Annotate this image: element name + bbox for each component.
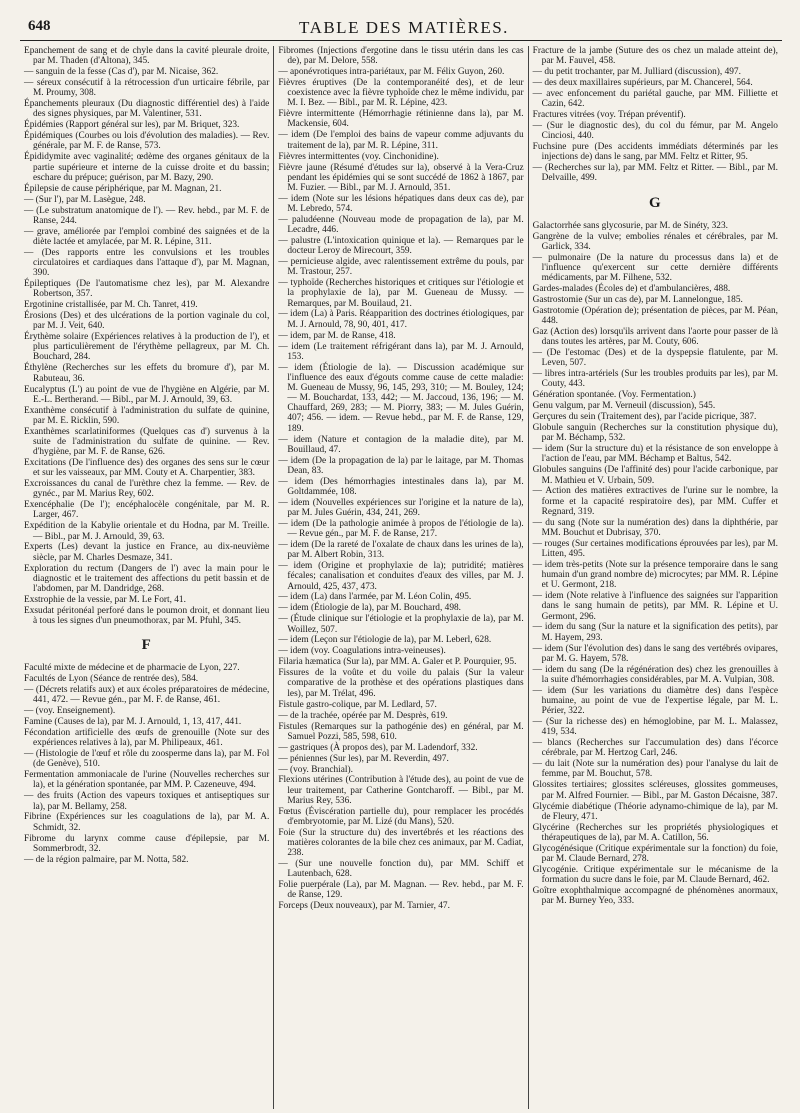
index-entry: — idem (Étiologie de la). — Discussion académique sur l'influence des eaux d'égouts comme cause de cette maladie: M. Gueneau de Mussy, 96, 145, 293, 310; — M. Bouley, 124; — M. Bouchardat, 133, 442; — M. Jaccoud, 136, 196; — M. Chauffard, 269, 283; — M. Piorry, 383; — M. Jules Guérin, 407; 456. — idem. — Revue hebd., par M. F. de Ranse, 129, 189. bbox=[278, 362, 524, 434]
index-entry: — (Recherches sur la), par MM. Feltz et Ritter. — Bibl., par M. Delvaille, 499. bbox=[532, 163, 778, 184]
index-entry: Folie puerpérale (La), par M. Magnan. — Rev. hebd., par M. F. de Ranse, 129. bbox=[278, 880, 524, 901]
index-entry: — libres intra-artériels (Sur les troubles produits par les), par M. Couty, 443. bbox=[532, 369, 778, 390]
index-entry: Fièvre jaune (Résumé d'études sur la), observé à la Vera-Cruz pendant les épidémies qui se sont succédé de 1862 à 1867, par M. Fuzier. — Bibl., par M. J. Arnould, 351. bbox=[278, 162, 524, 193]
index-entry: Experts (Les) devant la justice en France, au dix-neuvième siècle, par M. Charles Desmaze, 341. bbox=[24, 542, 270, 563]
index-entry: — idem (Note sur les lésions hépatiques dans deux cas de), par M. Lebredo, 574. bbox=[278, 193, 524, 214]
index-entry: — du sang (Note sur la numération des) dans la diphthérie, par MM. Bouchut et Dubrisay, 370. bbox=[532, 517, 778, 538]
index-entry: Fibrome du larynx comme cause d'épilepsie, par M. Sommerbrodt, 32. bbox=[24, 833, 270, 854]
index-columns bbox=[20, 46, 782, 1109]
index-entry: Fissures de la voûte et du voile du palais (Sur la valeur comparative de la prothèse et des opérations plastiques dans les), par M. Trélat, 496. bbox=[278, 668, 524, 699]
index-entry: Eucalyptus (L') au point de vue de l'hygiène en Algérie, par M. E.-L. Bertherand. — Bibl., par M. J. Arnould, 39, 63. bbox=[24, 384, 270, 405]
index-entry: — gastriques (À propos des), par M. Ladendorf, 332. bbox=[278, 742, 478, 753]
index-entry: — Action des matières extractives de l'urine sur le nombre, la forme et la capacité respiratoire des), par MM. Cuffer et Regnard, 319. bbox=[532, 486, 778, 517]
index-entry: Gangrène de la vulve; embolies rénales et cérébrales, par M. Garlick, 334. bbox=[532, 231, 778, 252]
index-entry: — blancs (Recherches sur l'accumulation des) dans l'écorce cérébrale, par M. Hertzog Carl, 246. bbox=[532, 738, 778, 759]
index-entry: Goître exophthalmique accompagné de phénomènes anormaux, par M. Burney Yeo, 333. bbox=[532, 885, 778, 907]
index-entry: Expédition de la Kabylie orientale et du Hodna, par M. Treille. — Bibl., par M. J. Arnould, 39, 63. bbox=[24, 521, 270, 542]
index-entry: — grave, améliorée par l'emploi combiné des saignées et de la diète lactée et amylacée, par M. R. Lépine, 311. bbox=[24, 226, 270, 247]
index-entry: Foie (Sur la structure du) des invertébrés et les réactions des matières colorantes de la bile chez ces animaux, par M. Cadiat, 238. bbox=[278, 827, 524, 859]
index-entry: — (Étude clinique sur l'étiologie et la prophylaxie de la), par M. Woillez, 507. bbox=[278, 614, 524, 635]
index-entry: Famine (Causes de la), par M. J. Arnould, 1, 13, 417, 441. bbox=[24, 717, 242, 728]
index-entry: — pulmonaire (De la nature du processus dans la) et de l'influence qu'exercent sur cette dernière différents médicaments, par M. Filhene, 532. bbox=[532, 252, 778, 283]
index-entry: — typhoïde (Recherches historiques et critiques sur l'étiologie et la prophylaxie de la), par M. Gueneau de Mussy. — Remarques, par M. Bouilaud, 21. bbox=[278, 278, 524, 309]
index-entry: — idem (La) à Paris. Réapparition des doctrines étiologiques, par M. J. Arnould, 78, 90, 401, 417. bbox=[278, 309, 524, 330]
index-entry: — idem (Étiologie de la), par M. Bouchard, 498. bbox=[278, 603, 462, 614]
index-entry: — (voy. Branchial). bbox=[278, 764, 353, 775]
index-entry: Fermentation ammoniacale de l'urine (Nouvelles recherches sur la), et la génération spontanée, par MM. P. Cazeneuve, 494. bbox=[24, 770, 270, 791]
index-entry: Fracture de la jambe (Suture des os chez un malade atteint de), par M. Fauvel, 458. bbox=[532, 46, 778, 67]
index-entry: — (Sur l'), par M. Lasègue, 248. bbox=[24, 194, 146, 205]
index-entry: — idem (voy. Coagulations intra-veineuses). bbox=[278, 646, 446, 657]
index-entry: Gerçures du sein (Traitement des), par l'acide picrique, 387. bbox=[532, 412, 757, 423]
index-entry: Exsudat péritonéal perforé dans le poumon droit, et donnant lieu à tous les signes d'un pneumothorax, par M. Pfuhl, 345. bbox=[24, 605, 270, 626]
index-entry: — idem (Leçon sur l'étiologie de la), par M. Leberl, 628. bbox=[278, 635, 492, 646]
index-entry: Excitations (De l'influence des) des organes des sens sur le cœur et sur les vaisseaux, par MM. Couty et A. Charpentier, 383. bbox=[24, 458, 270, 479]
index-entry: Facultés de Lyon (Séance de rentrée des), 584. bbox=[24, 674, 199, 685]
index-entry: Épidémies (Rapport général sur les), par M. Briquet, 323. bbox=[24, 120, 240, 131]
index-entry: — idem (Sur la structure du) et la résistance de son enveloppe à l'action de l'eau, par MM. Béchamp et Baltus, 542. bbox=[532, 444, 778, 465]
index-entry: — rouges (Sur certaines modifications éprouvées par les), par M. Litten, 495. bbox=[532, 538, 778, 559]
index-entry: — idem (La) dans l'armée, par M. Léon Colin, 495. bbox=[278, 592, 472, 603]
index-entry: — idem du sang (De la régénération des) chez les grenouilles à la suite d'hémorrhagies considérables, par M. A. Vulpian, 308. bbox=[532, 664, 778, 685]
page-header bbox=[28, 14, 780, 38]
index-entry: Épileptiques (De l'automatisme chez les), par M. Alexandre Robertson, 357. bbox=[24, 279, 270, 300]
index-entry: — (Sur la richesse des) en hémoglobine, par M. L. Malassez, 419, 534. bbox=[532, 717, 778, 738]
index-entry: — péniennes (Sur les), par M. Reverdin, 497. bbox=[278, 753, 449, 764]
index-entry: Fécondation artificielle des œufs de grenouille (Note sur des expériences relatives à la), par M. Philipeaux, 461. bbox=[24, 728, 270, 749]
index-entry: Exstrophie de la vessie, par M. Le Fort, 41. bbox=[24, 594, 186, 605]
index-entry: Genu valgum, par M. Verneuil (discussion), 545. bbox=[532, 401, 716, 412]
section-letter: F bbox=[141, 637, 152, 654]
index-entry: — idem (Nouvelles expériences sur l'origine et la nature de la), par M. Jules Guérin, 434, 241, 269. bbox=[278, 497, 524, 519]
index-entry: Fièvres intermittentes (voy. Cinchonidine). bbox=[278, 151, 439, 162]
index-entry: Glycémie diabétique (Théorie adynamo-chimique de la), par M. de Fleury, 471. bbox=[532, 801, 778, 822]
index-entry: — (Histologie de l'œuf et rôle du zoosperme dans la), par M. Fol (de Genève), 510. bbox=[24, 749, 270, 770]
index-entry: Érosions (Des) et des ulcérations de la portion vaginale du col, par M. J. Veit, 640. bbox=[24, 311, 270, 332]
index-entry: — idem très-petits (Note sur la présence temporaire dans le sang humain d'un grand nombre de) microcytes; par MM. R. Lépine et U. Germont, 218. bbox=[532, 559, 778, 591]
index-entry: — idem (De la rareté de l'oxalate de chaux dans les urines de la), par M. Albert Robin, 313. bbox=[278, 540, 524, 561]
index-entry: — idem (Sur les variations du diamètre des) dans l'espèce humaine, au point de vue de l'expertise légale, par M. L. Périer, 322. bbox=[532, 685, 778, 717]
index-entry: Fibromes (Injections d'ergotine dans le tissu utérin dans les cas de), par M. Delore, 558. bbox=[278, 46, 524, 67]
index-entry: — du petit trochanter, par M. Julliard (discussion), 497. bbox=[532, 67, 741, 78]
index-entry: — séreux consécutif à la rétrocession d'un urticaire fébrile, par M. Proumy, 308. bbox=[24, 78, 270, 99]
index-entry: Globule sanguin (Recherches sur la constitution physique du), par M. Béchamp, 532. bbox=[532, 423, 778, 444]
index-entry: — idem (Origine et prophylaxie de la); putridité; matières fécales; canalisation et conduites d'eaux des villes, par M. J. Arnould, 425, 437, 473. bbox=[278, 561, 524, 592]
index-entry: Globules sanguins (De l'affinité des) pour l'acide carbonique, par M. Mathieu et V. Urbain, 509. bbox=[532, 465, 778, 486]
index-entry: — (De l'estomac (Des) et de la dyspepsie flatulente, par M. Leven, 507. bbox=[532, 348, 778, 369]
index-entry: Épididymite avec vaginalité; œdème des organes génitaux de la partie supérieure et interne de la cuisse droite et du bassin; eschare du prépuce; guérison, par M. Bazy, 290. bbox=[24, 152, 270, 183]
index-entry: — paludéenne (Nouveau mode de propagation de la), par M. Lecadre, 446. bbox=[278, 214, 524, 236]
index-entry: — (Des rapports entre les convulsions et les troubles circulatoires et cardiaques dans l'attaque d'), par M. Magnan, 390. bbox=[24, 247, 270, 279]
index-entry: Érythème solaire (Expériences relatives à la production de l'), et plus particulièrement de l'érythème pellagreux, par M. Ch. Bouchard, 284. bbox=[24, 332, 270, 363]
index-entry: Épanchement de sang et de chyle dans la cavité pleurale droite, par M. Thaden (d'Altona), 345. bbox=[24, 46, 270, 67]
index-entry: — pernicieuse algide, avec ralentissement extrême du pouls, par M. Trastour, 257. bbox=[278, 257, 524, 278]
header-rule bbox=[20, 40, 782, 41]
index-entry: Fuchsine pure (Des accidents immédiats déterminés par les injections de) dans le sang, par MM. Feltz et Ritter, 95. bbox=[532, 142, 778, 163]
index-entry: Glycogénie. Critique expérimentale sur le mécanisme de la formation du sucre dans le foie, par M. Claude Bernard, 462. bbox=[532, 864, 778, 885]
index-entry: Gardes-malades (Écoles de) et d'ambulancières, 488. bbox=[532, 283, 731, 294]
index-entry: Épilepsie de cause périphérique, par M. Magnan, 21. bbox=[24, 183, 222, 194]
index-entry: Fistule gastro-colique, par M. Ledlard, 57. bbox=[278, 699, 437, 710]
index-entry: Fistules (Remarques sur la pathogénie des) en général, par M. Samuel Pozzi, 585, 598, 610. bbox=[278, 721, 524, 742]
index-entry: — aponévrotiques intra-pariétaux, par M. Félix Guyon, 260. bbox=[278, 67, 505, 78]
index-entry: Filaria hæmatica (Sur la), par MM. A. Galer et P. Pourquier, 95. bbox=[278, 657, 517, 668]
index-entry: Ergotinine cristallisée, par M. Ch. Tanret, 419. bbox=[24, 300, 198, 311]
index-entry: Génération spontanée. (Voy. Fermentation.) bbox=[532, 390, 696, 401]
index-entry: Glossites tertiaires; glossites scléreuses, glossites gommeuses, par M. Alfred Fournier. — Bibl., par M. Gaston Décaisne, 387. bbox=[532, 780, 778, 801]
index-entry: — idem (Sur l'évolution des) dans le sang des vertébrés ovipares, par M. G. Hayem, 578. bbox=[532, 643, 778, 664]
index-entry: — avec enfoncement du pariétal gauche, par MM. Filliette et Cazin, 642. bbox=[532, 89, 778, 110]
index-entry: — sanguin de la fesse (Cas d'), par M. Nicaise, 362. bbox=[24, 67, 219, 78]
index-entry: Épidémiques (Courbes ou lois d'évolution des maladies). — Rev. générale, par M. F. de Ranse, 573. bbox=[24, 131, 270, 152]
index-column-middle bbox=[273, 46, 527, 1109]
index-entry: — idem du sang (Sur la nature et la signification des petits), par M. Hayem, 293. bbox=[532, 622, 778, 643]
index-entry: Gastrostomie (Sur un cas de), par M. Lannelongue, 185. bbox=[532, 294, 743, 305]
index-entry: — idem (De l'emploi des bains de vapeur comme adjuvants du traitement de la), par M. R. Lépine, 311. bbox=[278, 130, 524, 151]
index-entry: Fœtus (Éviscération partielle du), pour remplacer les procédés d'embryotomie, par M. Lizé (du Mans), 520. bbox=[278, 806, 524, 827]
page-title: TABLE DES MATIÈRES. bbox=[299, 18, 509, 37]
index-entry: — palustre (L'intoxication quinique et la). — Remarques par le docteur Leroy de Mirecourt, 359. bbox=[278, 235, 524, 257]
index-entry: Glycérine (Recherches sur les propriétés physiologiques et thérapeutiques de la), par M. A. Catillon, 56. bbox=[532, 822, 778, 843]
index-column-right bbox=[528, 46, 782, 1109]
index-entry: Exanthèmes scarlatiniformes (Quelques cas d') survenus à la suite de l'administration du sulfate de quinine. — Rev. d'hygiène, par M. F. de Ranse, 626. bbox=[24, 426, 270, 458]
index-entry: Exanthème consécutif à l'administration du sulfate de quinine, par M. E. Ricklin, 590. bbox=[24, 405, 270, 426]
index-entry: Fibrine (Expériences sur les coagulations de la), par M. A. Schmidt, 32. bbox=[24, 812, 270, 833]
index-entry: — de la trachée, opérée par M. Desprès, 619. bbox=[278, 710, 448, 721]
index-entry: Fièvre intermittente (Hémorrhagie rétinienne dans la), par M. Mackensie, 604. bbox=[278, 109, 524, 130]
page-number: 648 bbox=[28, 18, 51, 34]
index-entry: Flexions utérines (Contribution à l'étude des), au point de vue de leur traitement, par Catherine Gontcharoff. — Bibl., par M. Marius Rey, 536. bbox=[278, 775, 524, 806]
index-entry: — idem (Nature et contagion de la maladie dite), par M. Bouillaud, 47. bbox=[278, 434, 524, 455]
index-entry: — (Décrets relatifs aux) et aux écoles préparatoires de médecine, 441, 472. — Revue gén., par M. F. de Ranse, 461. bbox=[24, 685, 270, 706]
index-entry: Galactorrhée sans glycosurie, par M. de Sinéty, 323. bbox=[532, 220, 728, 231]
index-entry: Fièvres éruptives (De la contemporanéité des), et de leur coexistence avec la fièvre typhoïde chez le même individu, par M. I. Bez. — Bibl., par M. R. Lépine, 423. bbox=[278, 78, 524, 109]
index-entry: — idem (Le traitement réfrigérant dans la), par M. J. Arnould, 153. bbox=[278, 341, 524, 362]
index-entry: Exencéphalie (De l'); encéphalocèle congénitale, par M. R. Larger, 467. bbox=[24, 500, 270, 521]
index-entry: — (voy. Enseignement). bbox=[24, 706, 116, 717]
index-entry: Glycogénésique (Critique expérimentale sur la fonction) du foie, par M. Claude Bernard, 278. bbox=[532, 843, 778, 864]
index-entry: Gaz (Action des) lorsqu'ils arrivent dans l'aorte pour passer de là dans toutes les artères, par M. Couty, 606. bbox=[532, 326, 778, 348]
index-entry: — des fruits (Action des vapeurs toxiques et antiseptiques sur la), par M. Bellamy, 258. bbox=[24, 791, 270, 812]
index-entry: Gastrotomie (Opération de); présentation de pièces, par M. Péan, 448. bbox=[532, 305, 778, 326]
section-letter: G bbox=[648, 194, 662, 211]
index-entry: Forceps (Deux nouveaux), par M. Tarnier, 47. bbox=[278, 901, 450, 912]
index-entry: — idem (De la pathologie animée à propos de l'étiologie de la). — Revue gén., par M. F. de Ranse, 217. bbox=[278, 518, 524, 540]
index-entry: Excroissances du canal de l'urèthre chez la femme. — Rev. de gynéc., par M. Marius Rey, 602. bbox=[24, 479, 270, 500]
index-entry: — idem (Des hémorrhagies intestinales dans la), par M. Goltdammée, 108. bbox=[278, 476, 524, 497]
index-entry: Éthylène (Recherches sur les effets du bromure d'), par M. Rabuteau, 36. bbox=[24, 363, 270, 384]
index-entry: — de la région palmaire, par M. Notta, 582. bbox=[24, 854, 189, 865]
index-entry: Épanchements pleuraux (Du diagnostic différentiel des) à l'aide des signes physiques, par M. Valentiner, 531. bbox=[24, 99, 270, 120]
index-entry: — idem, par M. de Ranse, 418. bbox=[278, 330, 396, 341]
index-entry: — idem (De la propagation de la) par le laitage, par M. Thomas Dean, 83. bbox=[278, 455, 524, 476]
index-entry: — idem (Note relative à l'influence des saignées sur l'apparition dans le sang humain de petits), par MM. R. Lépine et U. Germont, 296. bbox=[532, 591, 778, 622]
index-entry: — (Sur le diagnostic des), du col du fémur, par M. Angelo Cinciosi, 440. bbox=[532, 121, 778, 142]
index-entry: — des deux maxillaires supérieurs, par M. Chancerel, 564. bbox=[532, 78, 753, 89]
index-entry: Exploration du rectum (Dangers de l') avec la main pour le diagnostic et le traitement des affections du petit bassin et de l'abdomen, par M. Dandridge, 268. bbox=[24, 563, 270, 594]
index-entry: — du lait (Note sur la numération des) pour l'analyse du lait de femme, par M. Bouchut, 578. bbox=[532, 759, 778, 780]
index-entry: Fractures vitrées (voy. Trépan préventif). bbox=[532, 110, 686, 121]
index-entry: Faculté mixte de médecine et de pharmacie de Lyon, 227. bbox=[24, 663, 240, 674]
index-entry: — (Le substratum anatomique de l'). — Rev. hebd., par M. F. de Ranse, 244. bbox=[24, 205, 270, 226]
index-entry: — (Sur une nouvelle fonction du), par MM. Schiff et Lautenbach, 628. bbox=[278, 859, 524, 880]
index-column-left bbox=[20, 46, 273, 1109]
